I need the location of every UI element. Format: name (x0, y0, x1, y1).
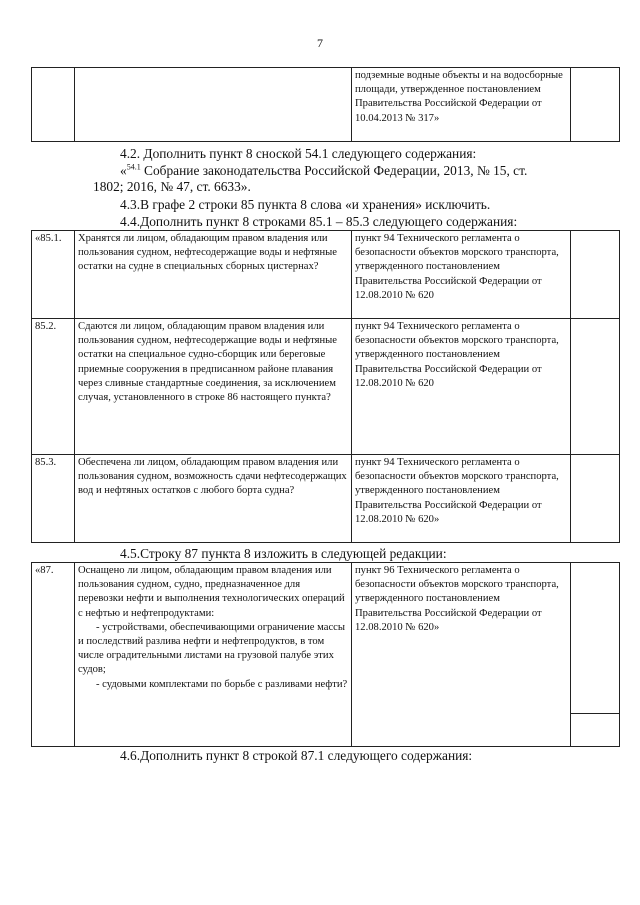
table-rows-85 (31, 230, 620, 543)
checkbox-cell (571, 319, 620, 455)
checkbox-cell (571, 455, 620, 543)
table-continuation (31, 67, 620, 142)
paragraph-4-5: 4.5.Строку 87 пункта 8 изложить в следующей редакции: (120, 546, 447, 561)
row-number-cell (32, 68, 75, 142)
table-row (32, 68, 620, 142)
row-number-cell: 85.3. (32, 455, 75, 543)
footnote-line1: Собрание законодательства Российской Федерации, 2013, № 15, ст. (140, 163, 528, 178)
paragraph-4-2: 4.2. Дополнить пункт 8 сноской 54.1 следующего содержания: (120, 146, 477, 161)
reference-cell: пункт 94 Технического регламента о безопасности объектов морского транспорта, утвержденного постановлением Правительства Российской Федерации от 12.08.2010 № 620 (352, 231, 571, 319)
reference-cell: пункт 94 Технического регламента о безопасности объектов морского транспорта, утвержденного постановлением Правительства Российской Федерации от 12.08.2010 № 620 (352, 319, 571, 455)
question-item-1: - устройствами, обеспечивающими ограничение массы и последствий разлива нефти и нефтепродуктов, в том числе оградительными листами на грузовой палубе этих судов; (78, 621, 345, 676)
reference-cell: пункт 96 Технического регламента о безопасности объектов морского транспорта, утвержденного постановлением Правительства Российской Федерации от 12.08.2010 № 620» (352, 563, 571, 747)
page-number: 7 (317, 36, 323, 50)
paragraph-4-3: 4.3.В графе 2 строки 85 пункта 8 слова «и хранения» исключить. (120, 197, 491, 212)
reference-cell: подземные водные объекты и на водосборные площади, утвержденное постановлением Правительства Российской Федерации от 10.04.2013 № 317» (352, 68, 571, 142)
table-row (32, 563, 620, 747)
table-row (32, 455, 620, 543)
question-cell: Хранятся ли лицом, обладающим правом владения или пользования судном, нефтесодержащие воды и нефтяные остатки на судне в специальных сборных цистернах? (75, 231, 352, 319)
checkbox-cell (571, 68, 620, 142)
question-cell (75, 68, 352, 142)
row-number-cell: «87. (32, 563, 75, 747)
checkbox-cell (571, 231, 620, 319)
table-row (32, 231, 620, 319)
table-row-87 (31, 562, 620, 747)
checkbox-cell (571, 563, 620, 747)
footnote-line2: 1802; 2016, № 47, ст. 6633». (93, 179, 251, 194)
paragraph-4-6: 4.6.Дополнить пункт 8 строкой 87.1 следующего содержания: (120, 748, 473, 763)
row-number-cell: «85.1. (32, 231, 75, 319)
cell-divider (571, 713, 619, 714)
question-intro: Оснащено ли лицом, обладающим правом владения или пользования судном, судно, предназначенное для перевозки нефти и выполнения технологических операций с нефтью и нефтепродуктами: (78, 565, 345, 619)
footnote-open-quote: « (120, 163, 127, 178)
table-row (32, 319, 620, 455)
question-cell: Обеспечена ли лицом, обладающим правом владения или пользования судном, возможность сдачи нефтесодержащих вод и нефтяных остатков с любого борта судна? (75, 455, 352, 543)
footnote-superscript: 54.1 (126, 162, 141, 172)
paragraph-4-4: 4.4.Дополнить пункт 8 строками 85.1 – 85.3 следующего содержания: (120, 214, 518, 229)
reference-cell: пункт 94 Технического регламента о безопасности объектов морского транспорта, утвержденного постановлением Правительства Российской Федерации от 12.08.2010 № 620» (352, 455, 571, 543)
row-number-cell: 85.2. (32, 319, 75, 455)
question-cell (75, 563, 352, 747)
question-item-2: - судовыми комплектами по борьбе с разливами нефти? (96, 678, 348, 690)
footnote-text (93, 163, 593, 195)
question-cell: Сдаются ли лицом, обладающим правом владения или пользования судном, нефтесодержащие воды и нефтяные остатки на специальное судно-сборщик или береговые приемные сооружения в предписанном районе плавания через сливные стандартные соединения, за исключением случая, установленного в строке 86 настоящего пункта? (75, 319, 352, 455)
